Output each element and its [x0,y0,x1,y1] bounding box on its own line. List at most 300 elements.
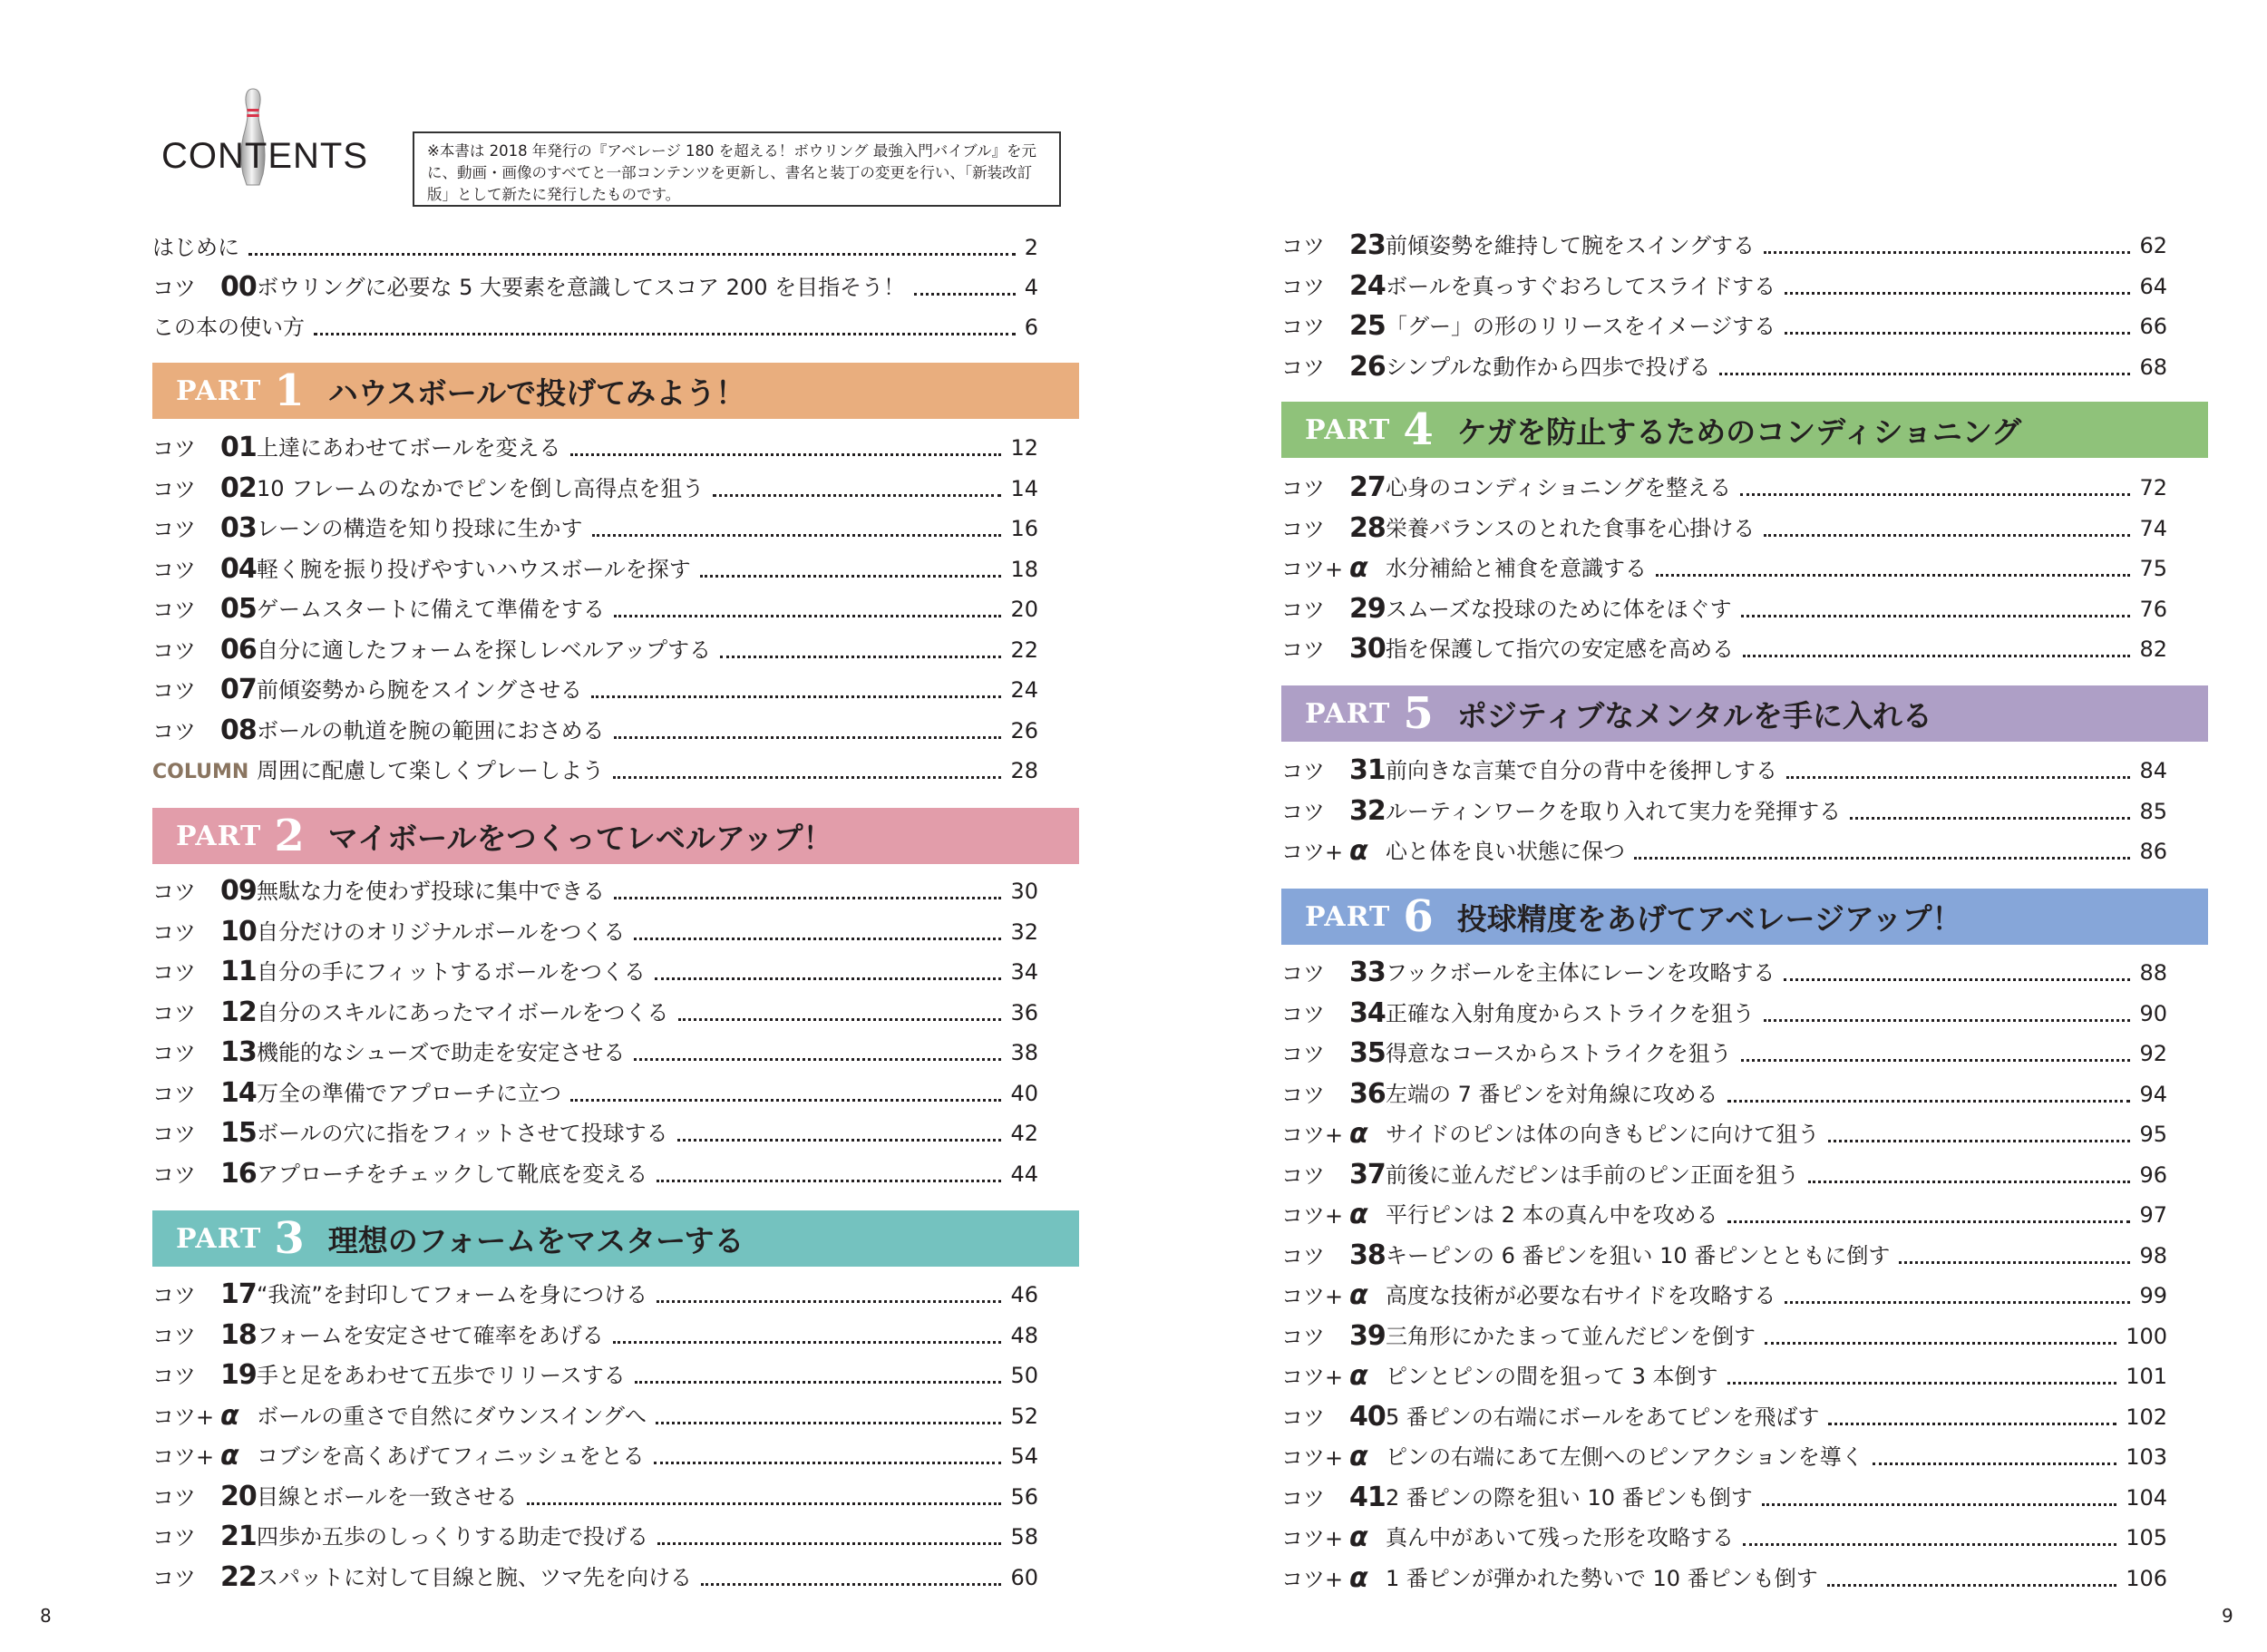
alpha-symbol: α [1349,1521,1368,1553]
kotsu-number: 29 [1349,592,1386,625]
toc-entry [152,713,1079,749]
dot-leader [1784,978,2130,981]
toc-entry [1281,1116,2208,1152]
entry-page-number: 30 [1010,879,1038,904]
dot-leader [1827,1584,2116,1587]
entry-page-number: 84 [2139,758,2167,783]
entry-page-number: 52 [1010,1403,1038,1429]
column-tag: COLUMN [152,761,249,783]
kotsu-label: コツ [152,1161,196,1188]
entry-label [152,1156,257,1193]
entry-title: ボウリングに必要な 5 大要素を意識してスコア 200 を目指そう！ [257,275,906,300]
kotsu-number: 26 [1349,350,1386,383]
entry-label [152,873,257,910]
entry-page-number: 100 [2126,1323,2167,1349]
entry-title: この本の使い方 [152,315,305,340]
kotsu-label: コツ [1281,1324,1325,1350]
toc-entry [1281,1318,2208,1355]
kotsu-number: 07 [220,674,257,705]
dot-leader [1743,1543,2116,1546]
dot-leader [1656,574,2130,577]
entry-page-number: 105 [2126,1525,2167,1550]
kotsu-number: 10 [220,915,257,947]
kotsu-number: 00 [220,271,257,303]
kotsu-label: コツ [1281,315,1325,340]
kotsu-label: コツ [152,1122,196,1147]
part-title: マイボールをつくってレベルアップ！ [327,820,833,856]
entry-page-number: 99 [2139,1283,2167,1308]
entry-label [1281,1520,1386,1557]
entry-page-number: 18 [1010,556,1038,582]
entry-title: 三角形にかたまって並んだピンを倒す [1386,1323,1756,1349]
kotsu-number: 25 [1349,310,1386,342]
entry-label [152,1398,257,1435]
entry-label [1281,955,1386,992]
entry-title: 心と体を良い状態に保つ [1386,839,1625,864]
entry-label [1281,753,1386,790]
kotsu-label: コツ [152,1283,196,1308]
alpha-symbol: α [1349,1199,1368,1230]
entry-label [152,430,257,467]
kotsu-number: 11 [220,956,257,987]
entry-title: 機能的なシューズで助走を安定させる [257,1040,626,1065]
part-header-bar [1281,402,2208,458]
toc-entry [1281,753,2208,789]
toc-entry [152,551,1079,588]
entry-title: ルーティンワークを取り入れて実力を発揮する [1386,798,1842,824]
entry-label [152,1277,257,1314]
dot-leader [657,1180,1001,1182]
entry-page-number: 62 [2139,233,2167,258]
entry-title: 無駄な力を使わず投球に集中できる [257,879,605,904]
part-header-bar [1281,685,2208,742]
toc-entry [1281,1157,2208,1193]
entry-page-number: 36 [1010,999,1038,1025]
entry-title: 平行ピンは 2 本の真ん中を攻める [1386,1202,1718,1228]
kotsu-label: コツ [152,1000,196,1026]
kotsu-label: コツ [1281,799,1325,825]
toc-entry [1281,631,2208,667]
dot-leader [1764,1019,2131,1022]
toc-entry [152,1156,1079,1192]
kotsu-number: 20 [220,1480,257,1512]
entry-label [1281,1318,1386,1356]
entry-label [152,551,257,588]
part-word: PART [176,374,262,407]
dot-leader [1850,817,2130,820]
dot-leader [614,897,1001,899]
part-number: 3 [274,1213,305,1264]
kotsu-label: コツ [152,637,196,664]
entry-page-number: 2 [1024,235,1038,260]
entry-page-number: 97 [2139,1202,2167,1228]
kotsu-label: コツ [1281,961,1325,986]
entry-label [152,632,257,669]
entry-page-number: 44 [1010,1161,1038,1187]
kotsu-number: 06 [220,633,257,666]
entry-title: 自分だけのオリジナルボールをつくる [257,918,626,945]
entry-page-number: 75 [2139,556,2167,581]
entry-label [1281,1035,1386,1073]
dot-leader [655,977,1002,980]
kotsu-number: 05 [220,593,257,625]
entry-page-number: 92 [2139,1041,2167,1066]
kotsu-label: コツ [152,678,196,704]
kotsu-number: 32 [1349,794,1386,827]
entry-label [1281,1399,1386,1436]
kotsu-label: コツ [152,718,196,744]
dot-leader [1765,1342,2116,1345]
entry-title: アプローチをチェックして靴底を変える [257,1161,648,1187]
entry-page-number: 68 [2139,354,2167,380]
entry-title: 目線とボールを一致させる [257,1483,518,1510]
toc-entry [152,632,1079,668]
entry-page-number: 16 [1010,516,1038,541]
entry-title: ボールの軌道を腕の範囲におさめる [257,717,605,743]
dot-leader [614,615,1001,617]
entry-page-number: 86 [2139,839,2167,864]
entry-page-number: 20 [1010,597,1038,622]
dot-leader [1764,251,2130,254]
entry-title: 得意なコースからストライクを狙う [1386,1041,1732,1066]
kotsu-label: コツ+ [1281,1284,1344,1309]
entry-label [1281,1238,1386,1275]
dot-leader [527,1502,1002,1505]
toc-entry [152,510,1079,547]
dot-leader [677,1139,1002,1142]
kotsu-label: コツ [152,436,196,462]
part-word: PART [1305,413,1391,446]
toc-entry [1281,470,2208,506]
kotsu-number: 36 [1349,1077,1386,1110]
toc-entry [1281,1358,2208,1394]
alpha-symbol: α [1349,835,1368,867]
dot-leader [314,333,1016,335]
entry-title: スパットに対して目線と腕、ツマ先を向ける [257,1564,692,1590]
toc-entry [1281,1399,2208,1435]
part-title: ポジティブなメンタルを手に入れる [1456,697,1932,734]
toc-entry [1281,510,2208,547]
kotsu-label: コツ [1281,1243,1325,1269]
entry-page-number: 42 [1010,1121,1038,1146]
part-number: 2 [274,811,305,861]
entry-title: 高度な技術が必要な右サイドを攻略する [1386,1283,1776,1308]
kotsu-label: コツ+ [1281,840,1344,865]
toc-entry [1281,308,2208,345]
toc-entry [152,954,1079,990]
entry-title: ボールを真っすぐおろしてスライドする [1386,273,1776,299]
entry-page-number: 32 [1010,918,1038,945]
kotsu-number: 33 [1349,957,1386,988]
toc-entry [152,1075,1079,1112]
kotsu-number: 24 [1349,269,1386,302]
kotsu-label: コツ [152,1323,196,1349]
entry-label [1281,1157,1386,1194]
kotsu-label: コツ [152,1525,196,1550]
entry-title: 前傾姿勢を維持して腕をスイングする [1386,233,1756,258]
kotsu-label: コツ [1281,1042,1325,1067]
toc-entry [152,1115,1079,1152]
kotsu-label: コツ [1281,597,1325,623]
alpha-symbol: α [1349,1360,1368,1392]
dot-leader [1634,857,2130,860]
entry-page-number: 22 [1010,637,1038,663]
entry-title: 万全の準備でアプローチに立つ [257,1080,561,1106]
entry-page-number: 85 [2139,798,2167,824]
entry-label [152,1519,257,1556]
entry-page-number: 14 [1010,475,1038,501]
dot-leader [634,938,1001,940]
toc-entry [1281,1076,2208,1113]
kotsu-number: 39 [1349,1319,1386,1352]
entry-page-number: 94 [2139,1081,2167,1107]
alpha-symbol: α [220,1399,239,1432]
dot-leader [914,293,1016,296]
kotsu-label: コツ+ [1281,1445,1344,1471]
entry-title: 周囲に配慮して楽しくプレーしよう [257,758,605,783]
toc-entry [1281,591,2208,627]
kotsu-label: コツ [1281,274,1325,300]
entry-label [1281,550,1386,588]
entry-title: 四歩か五歩のしっくりする助走で投げる [257,1524,648,1550]
kotsu-label: コツ [1281,1485,1325,1511]
dot-leader [1873,1463,2116,1465]
kotsu-label: コツ [1281,476,1325,501]
toc-entry [152,1317,1079,1354]
entry-page-number: 34 [1010,959,1038,985]
entry-title: サイドのピンは体の向きもピンに向けて狙う [1386,1122,1820,1147]
entry-page-number: 98 [2139,1242,2167,1268]
toc-entry [152,1357,1079,1394]
entry-label [1281,228,1386,265]
entry-label [152,1438,257,1475]
toc-entry [1281,268,2208,305]
toc-entry [152,995,1079,1031]
entry-title: 2 番ピンの際を狙い 10 番ピンも倒す [1386,1484,1753,1511]
dot-leader [1828,1140,2130,1142]
toc-entry [152,471,1079,507]
kotsu-number: 22 [220,1560,257,1593]
entry-title: 前向きな言葉で自分の背中を後押しする [1386,758,1777,783]
entry-label [1281,996,1386,1033]
toc-entry [152,1277,1079,1313]
kotsu-label: コツ [152,517,196,542]
entry-label [1281,268,1386,306]
toc-entry [152,309,1079,345]
entry-label [152,269,257,306]
dot-leader [614,736,1002,739]
kotsu-label: コツ+ [1281,1203,1344,1229]
entry-label [1281,591,1386,628]
entry-label [1281,1278,1386,1315]
entry-title: 左端の 7 番ピンを対角線に攻める [1386,1081,1718,1107]
kotsu-number: 08 [220,714,257,746]
dot-leader [635,1381,1002,1384]
dot-leader [701,1583,1001,1586]
kotsu-label: コツ [1281,637,1325,663]
part-word: PART [176,1222,262,1255]
entry-label [152,713,257,750]
kotsu-label: コツ [152,919,196,946]
dot-leader [657,1542,1001,1545]
kotsu-number: 16 [220,1157,257,1190]
contents-title: CONTENTS [161,136,368,176]
entry-page-number: 6 [1024,315,1038,340]
entry-title: 心身のコンディショニングを整える [1386,475,1732,500]
dot-leader [1808,1181,2130,1183]
part-header-bar [1281,889,2208,945]
part-title: ケガを防止するためのコンディショニング [1456,413,2022,450]
dot-leader [248,253,1016,256]
entry-page-number: 76 [2139,596,2167,622]
entry-title: 真ん中があいて残った形を攻略する [1386,1525,1734,1550]
kotsu-number: 23 [1349,229,1386,261]
entry-title: 前後に並んだピンは手前のピン正面を狙う [1386,1161,1799,1188]
toc-entry [1281,1520,2208,1556]
entry-page-number: 26 [1010,717,1038,743]
entry-page-number: 74 [2139,515,2167,541]
kotsu-number: 14 [220,1076,257,1109]
entry-title: 上達にあわせてボールを変える [257,435,561,461]
entry-title: 前傾姿勢から腕をスイングさせる [257,677,583,703]
toc-entry [1281,349,2208,385]
kotsu-number: 27 [1349,471,1386,503]
entry-label [1281,1560,1386,1598]
entry-page-number: 106 [2126,1565,2167,1591]
part-title: 投球精度をあげてアベレージアップ！ [1456,900,1962,937]
entry-title: 栄養バランスのとれた食事を心掛ける [1386,515,1756,541]
toc-entry [1281,1197,2208,1233]
alpha-symbol: α [1349,1118,1368,1150]
kotsu-number: 21 [220,1521,257,1552]
entry-title: はじめに [152,235,239,260]
entry-page-number: 54 [1010,1443,1038,1469]
kotsu-number: 38 [1349,1239,1386,1271]
entry-page-number: 66 [2139,314,2167,339]
entry-title: 「グー」の形のリリースをイメージする [1386,314,1776,339]
dot-leader [678,1018,1002,1021]
part-number: 5 [1403,688,1434,739]
entry-title: ボールの重さで自然にダウンスイングへ [257,1403,647,1429]
kotsu-label: コツ [1281,1082,1325,1108]
entry-label [1281,1076,1386,1113]
dot-leader [1727,1382,2117,1385]
toc-entry [1281,550,2208,587]
entry-label [152,591,257,628]
kotsu-number: 09 [220,875,257,907]
dot-leader [1785,1301,2130,1304]
entry-title: レーンの構造を知り投球に生かす [257,516,583,541]
entry-title: スムーズな投球のために体をほぐす [1386,596,1732,622]
kotsu-label: コツ [1281,1001,1325,1027]
toc-entry [1281,1278,2208,1314]
entry-label [1281,349,1386,386]
kotsu-number: 31 [1349,754,1386,786]
entry-title: シンプルな動作から四歩で投げる [1386,354,1711,380]
dot-leader [591,695,1001,698]
kotsu-label: コツ [152,960,196,986]
toc-entry [152,430,1079,466]
entry-page-number: 104 [2126,1484,2167,1511]
kotsu-label: コツ [152,1364,196,1389]
kotsu-number: 17 [220,1278,257,1310]
entry-label [1281,470,1386,507]
toc-entry [1281,1560,2208,1597]
dot-leader [613,776,1001,779]
kotsu-label: コツ [152,557,196,583]
entry-page-number: 60 [1010,1564,1038,1590]
entry-title: ピンの右端にあて左側へのピンアクションを導く [1386,1444,1863,1470]
kotsu-number: 35 [1349,1037,1386,1069]
entry-label [152,954,257,991]
entry-page-number: 95 [2139,1122,2167,1147]
dot-leader [1764,534,2130,537]
entry-page-number: 88 [2139,960,2167,986]
entry-label [152,510,257,548]
kotsu-label: コツ+ [1281,1365,1344,1390]
kotsu-number: 28 [1349,511,1386,544]
entry-label [152,1317,257,1355]
kotsu-label: コツ [1281,234,1325,259]
toc-entry [1281,1035,2208,1072]
entry-title: キーピンの 6 番ピンを狙い 10 番ピンとともに倒す [1386,1242,1891,1268]
entry-page-number: 101 [2126,1364,2167,1389]
part-number: 6 [1403,891,1434,942]
entry-page-number: 72 [2139,475,2167,500]
toc-entry [152,1438,1079,1474]
kotsu-label: コツ+ [152,1404,215,1430]
entry-title: 指を保護して指穴の安定感を高める [1386,637,1734,662]
entry-page-number: 40 [1010,1080,1038,1106]
alpha-symbol: α [1349,1561,1368,1594]
entry-label [152,995,257,1032]
alpha-symbol: α [220,1440,239,1472]
kotsu-number: 37 [1349,1158,1386,1190]
dot-leader [1828,1423,2116,1425]
entry-page-number: 48 [1010,1322,1038,1348]
dot-leader [1741,615,2131,617]
kotsu-number: 19 [220,1359,257,1391]
kotsu-number: 04 [220,552,257,585]
part-header-bar [152,808,1079,864]
kotsu-label: コツ [1281,355,1325,381]
entry-title: “我流”を封印してフォームを身につける [257,1282,648,1307]
entry-label [152,672,257,709]
dot-leader [570,453,1002,456]
entry-page-number: 82 [2139,637,2167,662]
toc-entry [1281,996,2208,1032]
entry-label [1281,1439,1386,1476]
kotsu-label: コツ [1281,1162,1325,1189]
entry-label [152,1035,257,1072]
toc-entry [152,753,1079,789]
dot-leader [613,1341,1002,1344]
part-header-bar [152,363,1079,419]
dot-leader [700,575,1002,578]
kotsu-number: 41 [1349,1481,1386,1513]
toc-entry [152,672,1079,708]
dot-leader [657,1300,1001,1303]
toc-entry [1281,1439,2208,1475]
toc-entry [1281,793,2208,830]
dot-leader [713,494,1001,497]
part-word: PART [1305,900,1391,933]
entry-page-number: 96 [2139,1161,2167,1188]
entry-title: コブシを高くあげてフィニッシュをとる [257,1443,645,1469]
dot-leader [592,534,1002,537]
entry-title: 自分に適したフォームを探しレベルアップする [257,637,712,663]
kotsu-number: 01 [220,432,257,463]
